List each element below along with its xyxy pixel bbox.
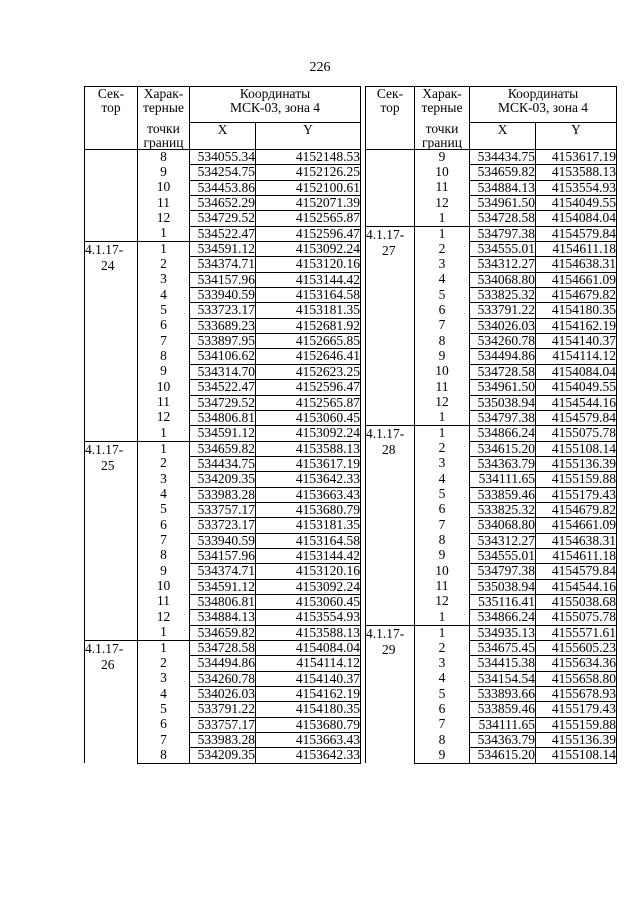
x-cell: 534374.71 [190, 564, 256, 579]
point-cell: 4 [138, 687, 190, 702]
y-cell: 4154544.16 [536, 579, 617, 594]
x-cell: 534728.58 [190, 641, 256, 656]
point-cell: 10 [138, 579, 190, 594]
sector-cell: 4.1.17- 27 [366, 226, 415, 425]
y-cell: 4152100.61 [256, 180, 361, 195]
point-cell: 6 [138, 318, 190, 333]
point-cell: 5 [138, 502, 190, 517]
point-cell: 10 [138, 380, 190, 395]
y-cell: 4155658.80 [536, 671, 617, 686]
table-row [85, 641, 361, 656]
point-cell: 12 [415, 594, 470, 609]
point-cell: 11 [138, 594, 190, 609]
x-cell: 534884.13 [190, 610, 256, 625]
point-cell: 12 [138, 211, 190, 226]
y-cell: 4154114.12 [536, 349, 617, 364]
point-cell: 3 [138, 671, 190, 686]
header-coordinates: Координаты МСК-03, зона 4 [470, 87, 617, 123]
x-cell: 534555.01 [470, 548, 536, 563]
y-cell: 4152565.87 [256, 211, 361, 226]
point-cell: 9 [415, 748, 470, 763]
y-cell: 4152596.47 [256, 380, 361, 395]
point-cell: 8 [415, 334, 470, 349]
y-cell: 4152665.85 [256, 334, 361, 349]
x-cell: 533689.23 [190, 318, 256, 333]
y-cell: 4153663.43 [256, 733, 361, 748]
sector-cell: 4.1.17- 28 [366, 426, 415, 625]
x-cell: 533983.28 [190, 733, 256, 748]
x-cell: 533897.95 [190, 334, 256, 349]
y-cell: 4153554.93 [536, 180, 617, 195]
x-cell: 534068.80 [470, 272, 536, 287]
y-cell: 4153680.79 [256, 717, 361, 732]
x-cell: 534659.82 [470, 165, 536, 180]
point-cell: 1 [138, 226, 190, 241]
x-cell: 535038.94 [470, 395, 536, 410]
table-row [366, 226, 617, 241]
x-cell: 534935.13 [470, 625, 536, 640]
x-cell: 534961.50 [470, 380, 536, 395]
x-cell: 534434.75 [190, 456, 256, 471]
x-cell: 534866.24 [470, 610, 536, 625]
x-cell: 534961.50 [470, 196, 536, 211]
y-cell: 4154579.84 [536, 226, 617, 241]
x-cell: 534111.65 [470, 717, 536, 732]
header-sector: Сек- тор [366, 87, 415, 150]
y-cell: 4154049.55 [536, 196, 617, 211]
y-cell: 4154049.55 [536, 380, 617, 395]
point-cell: 1 [415, 211, 470, 226]
y-cell: 4153663.43 [256, 487, 361, 502]
y-cell: 4153181.35 [256, 518, 361, 533]
y-cell: 4154162.19 [256, 687, 361, 702]
x-cell: 533757.17 [190, 502, 256, 517]
x-cell: 534494.86 [470, 349, 536, 364]
point-cell: 5 [138, 303, 190, 318]
header-coordinates: Координаты МСК-03, зона 4 [190, 87, 361, 123]
header-points: Харак- терные точки границ [415, 87, 470, 150]
point-cell: 11 [415, 579, 470, 594]
point-cell: 6 [415, 702, 470, 717]
x-cell: 534260.78 [470, 334, 536, 349]
x-cell: 534729.52 [190, 395, 256, 410]
y-cell: 4155136.39 [536, 456, 617, 471]
x-cell: 533859.46 [470, 702, 536, 717]
x-cell: 534728.58 [470, 211, 536, 226]
header-x: X [190, 123, 256, 150]
x-cell: 534615.20 [470, 441, 536, 456]
point-cell: 3 [138, 472, 190, 487]
point-cell: 8 [138, 349, 190, 364]
table-row [366, 426, 617, 441]
header-y: Y [256, 123, 361, 150]
x-cell: 535038.94 [470, 579, 536, 594]
point-cell: 9 [415, 349, 470, 364]
point-cell: 1 [138, 625, 190, 640]
point-cell: 8 [415, 533, 470, 548]
point-cell: 10 [415, 564, 470, 579]
point-cell: 12 [138, 610, 190, 625]
y-cell: 4155179.43 [536, 487, 617, 502]
y-cell: 4153617.19 [536, 150, 617, 165]
x-cell: 534494.86 [190, 656, 256, 671]
point-cell: 2 [138, 257, 190, 272]
y-cell: 4155075.78 [536, 610, 617, 625]
point-cell: 8 [138, 150, 190, 165]
x-cell: 534434.75 [470, 150, 536, 165]
point-cell: 11 [138, 196, 190, 211]
y-cell: 4152126.25 [256, 165, 361, 180]
point-cell: 1 [138, 641, 190, 656]
point-cell: 6 [415, 502, 470, 517]
y-cell: 4152681.92 [256, 318, 361, 333]
point-cell: 5 [415, 687, 470, 702]
x-cell: 534591.12 [190, 426, 256, 441]
table-row [85, 242, 361, 257]
x-cell: 534026.03 [190, 687, 256, 702]
sector-cell [85, 150, 138, 242]
x-cell: 533791.22 [190, 702, 256, 717]
x-cell: 534652.29 [190, 196, 256, 211]
y-cell: 4155678.93 [536, 687, 617, 702]
x-cell: 534866.24 [470, 426, 536, 441]
x-cell: 534154.54 [470, 671, 536, 686]
y-cell: 4153164.58 [256, 533, 361, 548]
point-cell: 10 [138, 180, 190, 195]
point-cell: 6 [415, 303, 470, 318]
sector-cell: 4.1.17- 29 [366, 625, 415, 763]
x-cell: 533723.17 [190, 303, 256, 318]
point-cell: 3 [138, 272, 190, 287]
y-cell: 4153588.13 [536, 165, 617, 180]
point-cell: 8 [138, 548, 190, 563]
y-cell: 4155159.88 [536, 717, 617, 732]
point-cell: 8 [415, 733, 470, 748]
point-cell: 3 [415, 456, 470, 471]
y-cell: 4153120.16 [256, 564, 361, 579]
point-cell: 7 [415, 318, 470, 333]
point-cell: 12 [415, 196, 470, 211]
header-points: Харак- терные точки границ [138, 87, 190, 150]
point-cell: 2 [415, 441, 470, 456]
y-cell: 4154084.04 [256, 641, 361, 656]
x-cell: 534884.13 [470, 180, 536, 195]
y-cell: 4154180.35 [536, 303, 617, 318]
y-cell: 4152623.25 [256, 364, 361, 379]
x-cell: 534260.78 [190, 671, 256, 686]
x-cell: 533723.17 [190, 518, 256, 533]
point-cell: 7 [138, 733, 190, 748]
point-cell: 7 [138, 533, 190, 548]
point-cell: 7 [415, 518, 470, 533]
y-cell: 4154084.04 [536, 211, 617, 226]
y-cell: 4154579.84 [536, 410, 617, 425]
point-cell: 6 [138, 518, 190, 533]
point-cell: 9 [138, 564, 190, 579]
header-x: X [470, 123, 536, 150]
y-cell: 4153092.24 [256, 242, 361, 257]
point-cell: 7 [138, 334, 190, 349]
x-cell: 534615.20 [470, 748, 536, 763]
y-cell: 4155634.36 [536, 656, 617, 671]
y-cell: 4154679.82 [536, 288, 617, 303]
sector-cell: 4.1.17- 24 [85, 242, 138, 441]
x-cell: 534157.96 [190, 548, 256, 563]
point-cell: 4 [415, 272, 470, 287]
y-cell: 4152565.87 [256, 395, 361, 410]
x-cell: 534068.80 [470, 518, 536, 533]
x-cell: 534591.12 [190, 579, 256, 594]
point-cell: 2 [138, 656, 190, 671]
point-cell: 5 [415, 487, 470, 502]
sector-cell: 4.1.17- 25 [85, 441, 138, 640]
table-row [366, 625, 617, 640]
y-cell: 4155605.23 [536, 641, 617, 656]
y-cell: 4154661.09 [536, 272, 617, 287]
point-cell: 5 [415, 288, 470, 303]
y-cell: 4154140.37 [536, 334, 617, 349]
point-cell: 5 [138, 702, 190, 717]
point-cell: 4 [415, 671, 470, 686]
x-cell: 534254.75 [190, 165, 256, 180]
point-cell: 12 [138, 410, 190, 425]
x-cell: 533940.59 [190, 533, 256, 548]
y-cell: 4153680.79 [256, 502, 361, 517]
point-cell: 1 [415, 610, 470, 625]
y-cell: 4153642.33 [256, 748, 361, 763]
point-cell: 2 [138, 456, 190, 471]
x-cell: 534111.65 [470, 472, 536, 487]
x-cell: 534806.81 [190, 594, 256, 609]
y-cell: 4154140.37 [256, 671, 361, 686]
point-cell: 9 [138, 165, 190, 180]
x-cell: 534312.27 [470, 533, 536, 548]
y-cell: 4155108.14 [536, 748, 617, 763]
point-cell: 3 [415, 257, 470, 272]
y-cell: 4155038.68 [536, 594, 617, 609]
sector-cell: 4.1.17- 26 [85, 641, 138, 764]
x-cell: 534055.34 [190, 150, 256, 165]
x-cell: 534555.01 [470, 242, 536, 257]
point-cell: 1 [415, 226, 470, 241]
y-cell: 4154638.31 [536, 533, 617, 548]
x-cell: 534312.27 [470, 257, 536, 272]
y-cell: 4153092.24 [256, 579, 361, 594]
point-cell: 9 [415, 548, 470, 563]
y-cell: 4154180.35 [256, 702, 361, 717]
x-cell: 534797.38 [470, 410, 536, 425]
header-y: Y [536, 123, 617, 150]
y-cell: 4152148.53 [256, 150, 361, 165]
y-cell: 4154638.31 [536, 257, 617, 272]
x-cell: 534522.47 [190, 380, 256, 395]
sector-cell [366, 150, 415, 227]
y-cell: 4155571.61 [536, 625, 617, 640]
x-cell: 534591.12 [190, 242, 256, 257]
point-cell: 7 [415, 717, 470, 732]
point-cell: 10 [415, 364, 470, 379]
header-sector: Сек- тор [85, 87, 138, 150]
y-cell: 4154114.12 [256, 656, 361, 671]
x-cell: 534363.79 [470, 733, 536, 748]
x-cell: 534374.71 [190, 257, 256, 272]
y-cell: 4153181.35 [256, 303, 361, 318]
x-cell: 533983.28 [190, 487, 256, 502]
point-cell: 2 [415, 641, 470, 656]
y-cell: 4155159.88 [536, 472, 617, 487]
y-cell: 4153060.45 [256, 594, 361, 609]
x-cell: 534026.03 [470, 318, 536, 333]
point-cell: 1 [138, 441, 190, 456]
x-cell: 534415.38 [470, 656, 536, 671]
x-cell: 533893.66 [470, 687, 536, 702]
point-cell: 1 [415, 625, 470, 640]
point-cell: 9 [415, 150, 470, 165]
x-cell: 534363.79 [470, 456, 536, 471]
point-cell: 10 [415, 165, 470, 180]
table-row [366, 150, 617, 165]
table-row [85, 441, 361, 456]
y-cell: 4153092.24 [256, 426, 361, 441]
point-cell: 4 [138, 288, 190, 303]
y-cell: 4154611.18 [536, 242, 617, 257]
page-number: 226 [309, 60, 331, 75]
x-cell: 534522.47 [190, 226, 256, 241]
y-cell: 4153144.42 [256, 548, 361, 563]
point-cell: 1 [415, 410, 470, 425]
y-cell: 4154162.19 [536, 318, 617, 333]
point-cell: 11 [415, 180, 470, 195]
y-cell: 4153164.58 [256, 288, 361, 303]
x-cell: 534314.70 [190, 364, 256, 379]
x-cell: 534728.58 [470, 364, 536, 379]
point-cell: 4 [138, 487, 190, 502]
y-cell: 4155075.78 [536, 426, 617, 441]
coordinates-table-left [84, 86, 361, 764]
x-cell: 533825.32 [470, 502, 536, 517]
coordinates-table-right [365, 86, 617, 764]
point-cell: 3 [415, 656, 470, 671]
x-cell: 534209.35 [190, 748, 256, 763]
y-cell: 4152646.41 [256, 349, 361, 364]
point-cell: 12 [415, 395, 470, 410]
y-cell: 4153144.42 [256, 272, 361, 287]
point-cell: 1 [415, 426, 470, 441]
x-cell: 535116.41 [470, 594, 536, 609]
y-cell: 4153588.13 [256, 441, 361, 456]
x-cell: 533791.22 [470, 303, 536, 318]
y-cell: 4154611.18 [536, 548, 617, 563]
point-cell: 8 [138, 748, 190, 763]
point-cell: 6 [138, 717, 190, 732]
point-cell: 4 [415, 472, 470, 487]
y-cell: 4153588.13 [256, 625, 361, 640]
x-cell: 533757.17 [190, 717, 256, 732]
x-cell: 533825.32 [470, 288, 536, 303]
y-cell: 4153642.33 [256, 472, 361, 487]
x-cell: 534659.82 [190, 625, 256, 640]
y-cell: 4155136.39 [536, 733, 617, 748]
y-cell: 4154084.04 [536, 364, 617, 379]
y-cell: 4153554.93 [256, 610, 361, 625]
y-cell: 4153060.45 [256, 410, 361, 425]
y-cell: 4152596.47 [256, 226, 361, 241]
y-cell: 4154661.09 [536, 518, 617, 533]
point-cell: 2 [415, 242, 470, 257]
y-cell: 4154579.84 [536, 564, 617, 579]
y-cell: 4154679.82 [536, 502, 617, 517]
point-cell: 1 [138, 242, 190, 257]
x-cell: 534797.38 [470, 226, 536, 241]
x-cell: 534797.38 [470, 564, 536, 579]
point-cell: 1 [138, 426, 190, 441]
x-cell: 534209.35 [190, 472, 256, 487]
point-cell: 9 [138, 364, 190, 379]
point-cell: 11 [415, 380, 470, 395]
x-cell: 534659.82 [190, 441, 256, 456]
x-cell: 534675.45 [470, 641, 536, 656]
table-row [85, 150, 361, 165]
y-cell: 4152071.39 [256, 196, 361, 211]
y-cell: 4155179.43 [536, 702, 617, 717]
x-cell: 534806.81 [190, 410, 256, 425]
x-cell: 534157.96 [190, 272, 256, 287]
point-cell: 11 [138, 395, 190, 410]
x-cell: 534106.62 [190, 349, 256, 364]
y-cell: 4154544.16 [536, 395, 617, 410]
x-cell: 533940.59 [190, 288, 256, 303]
x-cell: 534729.52 [190, 211, 256, 226]
y-cell: 4153120.16 [256, 257, 361, 272]
y-cell: 4155108.14 [536, 441, 617, 456]
x-cell: 534453.86 [190, 180, 256, 195]
y-cell: 4153617.19 [256, 456, 361, 471]
x-cell: 533859.46 [470, 487, 536, 502]
